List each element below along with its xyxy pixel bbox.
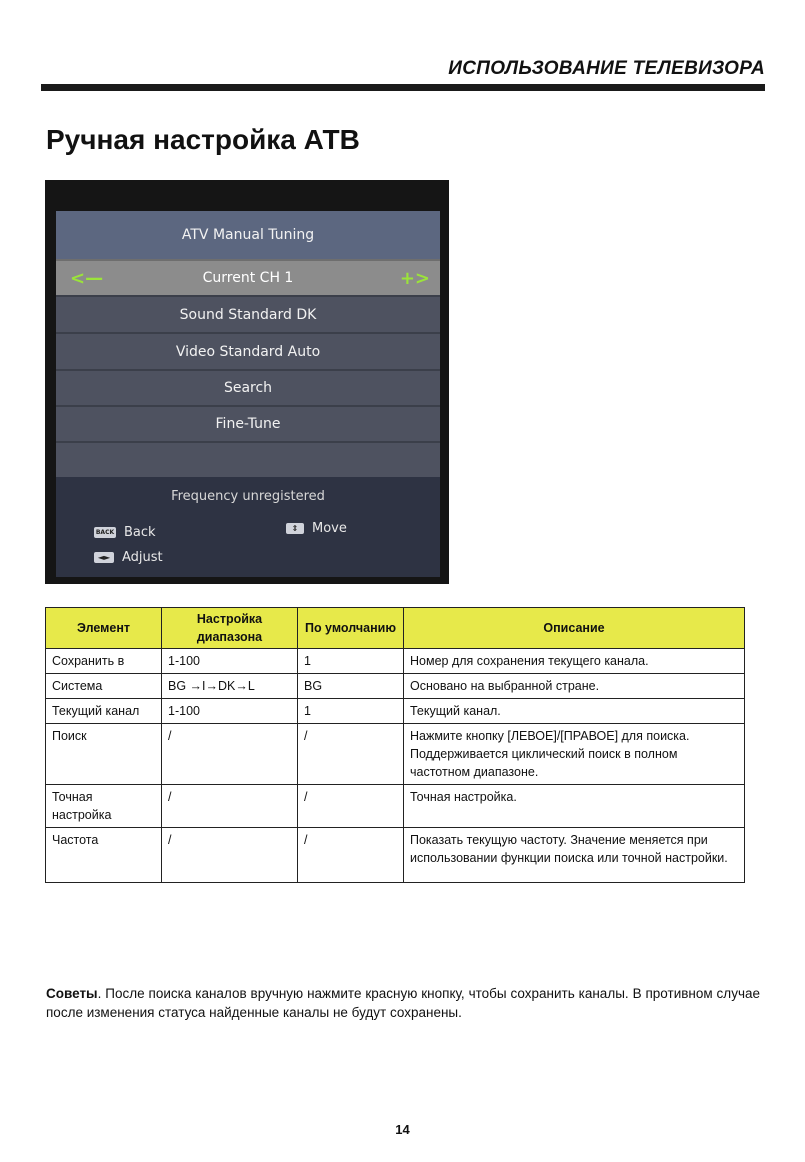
- osd-row-current-channel[interactable]: [56, 259, 440, 295]
- right-arrow-icon[interactable]: +>: [399, 267, 430, 289]
- table-cell: 1: [298, 699, 404, 724]
- table-cell: Сохранить в: [46, 649, 162, 674]
- table-cell: Точная настройка: [46, 785, 162, 828]
- table-header-row: [46, 608, 745, 649]
- table-cell: 1: [298, 649, 404, 674]
- table-cell: BG: [298, 674, 404, 699]
- column-header: Описание: [404, 608, 745, 649]
- table-cell: Поиск: [46, 724, 162, 785]
- table-cell: Частота: [46, 828, 162, 883]
- osd-row-label: Search: [223, 380, 273, 396]
- tips-paragraph: [46, 984, 760, 1022]
- osd-row-label: Sound Standard DK: [179, 306, 317, 323]
- section-header-title: ИСПОЛЬЗОВАНИЕ ТЕЛЕВИЗОРА: [448, 58, 765, 79]
- hint-back: [94, 525, 156, 540]
- table-cell: Текущий канал: [46, 699, 162, 724]
- back-key-icon: BACK: [95, 529, 115, 536]
- left-arrow-icon[interactable]: <—: [70, 267, 104, 289]
- table-cell: Номер для сохранения текущего канала.: [404, 649, 745, 674]
- tips-label: Советы: [46, 986, 98, 1001]
- table-cell: /: [162, 785, 298, 828]
- column-header: Настройка диапазона: [162, 608, 298, 649]
- osd-menu-panel: [56, 211, 440, 577]
- osd-row-label: Fine-Tune: [215, 416, 281, 432]
- hint-adjust: [94, 550, 163, 565]
- osd-row-label: Video Standard Auto: [175, 343, 321, 360]
- osd-row-search[interactable]: [56, 369, 440, 405]
- table-cell: Текущий канал.: [404, 699, 745, 724]
- table-row: [46, 649, 745, 674]
- table-cell: /: [298, 828, 404, 883]
- table-row: [46, 785, 745, 828]
- table-row: [46, 828, 745, 883]
- tv-osd-screenshot: [45, 180, 449, 584]
- table-cell: /: [162, 828, 298, 883]
- settings-table: [45, 607, 745, 883]
- osd-menu-title: ATV Manual Tuning: [56, 211, 440, 259]
- osd-footer: [56, 477, 440, 577]
- header-divider: [41, 84, 765, 91]
- tips-text: . После поиска каналов вручную нажмите красную кнопку, чтобы сохранить каналы. В противном случае после изменения статуса найденные каналы не будут сохранены.: [46, 986, 760, 1020]
- table-cell: Система: [46, 674, 162, 699]
- frequency-status: Frequency unregistered: [171, 489, 325, 504]
- table-cell: Точная настройка.: [404, 785, 745, 828]
- table-cell: /: [162, 724, 298, 785]
- page-number: 14: [395, 1122, 410, 1137]
- table-cell: /: [298, 724, 404, 785]
- hint-move: [286, 521, 347, 536]
- table-row: [46, 674, 745, 699]
- osd-row-sound-standard[interactable]: [56, 295, 440, 332]
- hint-adjust-label: Adjust: [122, 550, 163, 565]
- osd-row-fine-tune[interactable]: [56, 405, 440, 441]
- hint-move-label: Move: [312, 521, 347, 536]
- up-down-key-icon: ⇕: [286, 523, 304, 534]
- table-cell: Показать текущую частоту. Значение меняется при использовании функции поиска или точной настройки.: [404, 828, 745, 883]
- table-row: [46, 699, 745, 724]
- page-title: Ручная настройка АТВ: [46, 124, 360, 155]
- table-cell: 1-100: [162, 699, 298, 724]
- osd-row-empty: [56, 441, 440, 477]
- table-cell: 1-100: [162, 649, 298, 674]
- column-header: По умолчанию: [298, 608, 404, 649]
- table-cell: /: [298, 785, 404, 828]
- table-row: [46, 724, 745, 785]
- osd-row-label: Current CH 1: [202, 270, 294, 286]
- osd-row-video-standard[interactable]: [56, 332, 440, 369]
- table-cell: Основано на выбранной стране.: [404, 674, 745, 699]
- table-cell: BG →I→DK→L: [162, 674, 298, 699]
- table-cell: Нажмите кнопку [ЛЕВОЕ]/[ПРАВОЕ] для поиска. Поддерживается циклический поиск в полном частотном диапазоне.: [404, 724, 745, 785]
- left-right-key-icon: ◄►: [94, 552, 114, 563]
- hint-back-label: Back: [124, 525, 156, 540]
- column-header: Элемент: [46, 608, 162, 649]
